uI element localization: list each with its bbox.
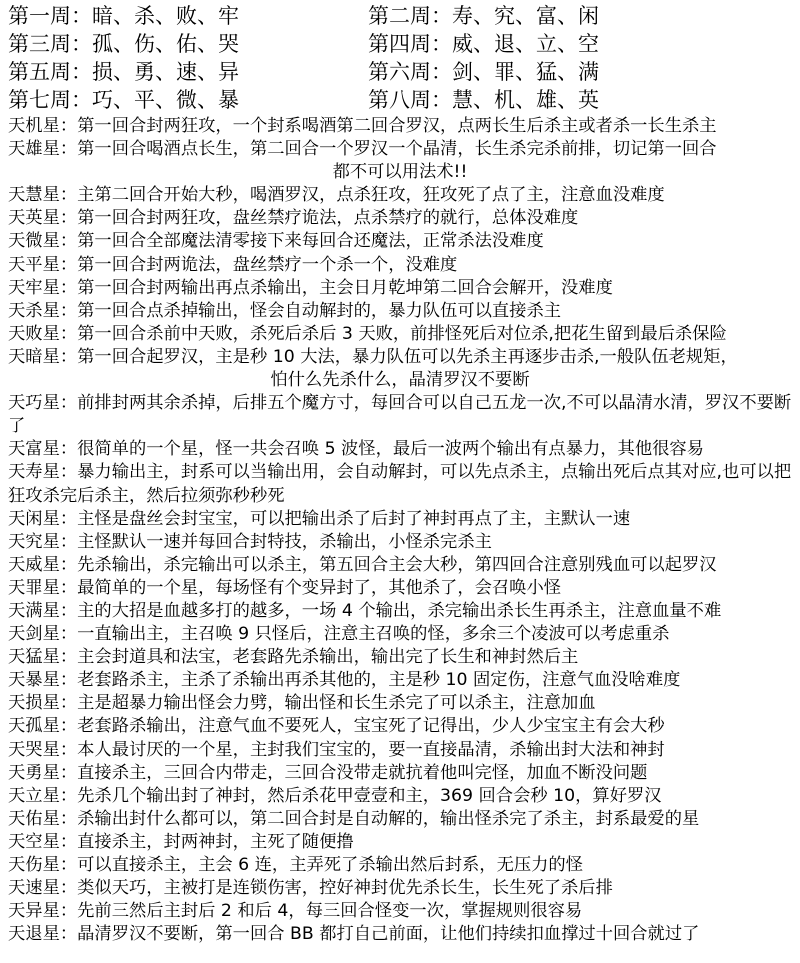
star-name: 天英星： <box>8 208 78 229</box>
week-stars: 损、勇、速、异 <box>92 60 239 84</box>
star-strategy: 老套路杀输出，注意气血不要死人，宝宝死了记得出，少人少宝宝主有会大秒 <box>77 716 665 737</box>
star-strategy: 主会封道具和法宝，老套路先杀输出，输出完了长生和神封然后主 <box>77 647 579 668</box>
star-strategy: 第一回合封两输出再点杀输出，主会日月乾坤第二回合会解开，没难度 <box>77 277 613 298</box>
star-name: 天猛星： <box>8 647 78 668</box>
star-entry <box>8 531 792 554</box>
week-stars: 剑、罪、猛、满 <box>452 60 599 84</box>
star-entry <box>8 300 792 323</box>
star-strategy: 第一回合喝酒点长生，第二回合一个罗汉一个晶清，长生杀完杀前排，切记第一回合 <box>77 139 717 160</box>
star-name: 天究星： <box>8 531 78 552</box>
star-entry <box>8 646 792 669</box>
star-name: 天寿星： <box>8 462 78 483</box>
star-strategy: 暴力输出主，封系可以当输出用，会自动解封，可以先点杀主，点输出死后点其对应,也可以把狂攻杀完后杀主，然后拉须弥秒秒死 <box>8 462 792 506</box>
star-strategy: 先杀输出，杀完输出可以杀主，第五回合主会大秒，第四回合注意别残血可以起罗汉 <box>77 554 717 575</box>
star-name: 天慧星： <box>8 185 78 206</box>
star-entry <box>8 831 792 854</box>
week-stars: 慧、机、雄、英 <box>452 88 599 112</box>
star-strategy: 先杀几个输出封了神封，然后杀花甲壹壹和主，369 回合会秒 10，算好罗汉 <box>77 785 662 806</box>
star-strategy: 很简单的一个星，怪一共会召唤 5 波怪，最后一波两个输出有点暴力，其他很容易 <box>77 439 704 460</box>
week-6 <box>368 58 728 86</box>
star-strategy: 老套路杀主，主杀了杀输出再杀其他的，主是秒 10 固定伤，注意气血没啥难度 <box>77 670 681 691</box>
week-label: 第三周： <box>8 32 92 56</box>
star-entry <box>8 184 792 207</box>
star-name: 天勇星： <box>8 762 78 783</box>
star-name: 天平星： <box>8 254 78 275</box>
week-3 <box>8 30 368 58</box>
star-name: 天暗星： <box>8 346 78 367</box>
star-entry <box>8 877 792 900</box>
star-entry <box>8 230 792 253</box>
week-label: 第二周： <box>368 4 452 28</box>
star-entry <box>8 554 792 577</box>
week-stars: 寿、究、富、闲 <box>452 4 599 28</box>
week-8 <box>368 86 728 114</box>
star-name: 天微星： <box>8 231 78 252</box>
week-stars: 孤、伤、佑、哭 <box>92 32 239 56</box>
star-name: 天空星： <box>8 831 78 852</box>
star-strategy: 第一回合封两诡法，盘丝禁疗一个杀一个，没难度 <box>77 254 458 275</box>
star-strategy-continued: 怕什么先杀什么，晶清罗汉不要断 <box>270 370 530 391</box>
star-entry <box>8 115 792 138</box>
star-entry <box>8 508 792 531</box>
week-schedule <box>8 2 792 114</box>
star-entry <box>8 323 792 346</box>
star-entry <box>8 392 792 438</box>
star-strategy: 可以直接杀主，主会 6 连，主弄死了杀输出然后封系，无压力的怪 <box>77 855 583 875</box>
star-strategy: 本人最讨厌的一个星，主封我们宝宝的，要一直接晶清，杀输出封大法和神封 <box>77 739 665 760</box>
week-5 <box>8 58 368 86</box>
star-strategy: 第一回合点杀掉输出，怪会自动解封的，暴力队伍可以直接杀主 <box>77 300 562 321</box>
star-name: 天富星： <box>8 439 78 460</box>
week-stars: 巧、平、微、暴 <box>92 88 239 112</box>
week-label: 第六周： <box>368 60 452 84</box>
star-entry <box>8 600 792 623</box>
star-strategy: 一直输出主，主召唤 9 只怪后，注意主召唤的怪，多余三个凌波可以考虑重杀 <box>77 624 670 645</box>
star-name: 天雄星： <box>8 139 78 160</box>
star-entry <box>8 808 792 831</box>
star-entry <box>8 692 792 715</box>
week-label: 第一周： <box>8 4 92 28</box>
star-entry <box>8 900 792 923</box>
star-strategy: 先前三然后主封后 2 和后 4，每三回合怪变一次，掌握规则很容易 <box>77 901 583 922</box>
star-name: 天损星： <box>8 693 78 714</box>
star-strategy: 主第二回合开始大秒，喝酒罗汉，点杀狂攻，狂攻死了点了主，注意血没难度 <box>77 185 665 206</box>
star-strategy: 第一回合封两狂攻，盘丝禁疗诡法，点杀禁疗的就行，总体没难度 <box>77 208 579 229</box>
star-strategy: 第一回合起罗汉，主是秒 10 大法，暴力队伍可以先杀主再逐步击杀,一般队伍老规矩， <box>77 346 738 367</box>
star-entry <box>8 138 792 184</box>
star-name: 天满星： <box>8 600 78 621</box>
star-entry <box>8 346 792 392</box>
week-label: 第四周： <box>368 32 452 56</box>
star-strategy: 主的大招是血越多打的越多，一场 4 个输出，杀完输出杀长生再杀主，注意血量不难 <box>77 600 722 621</box>
week-2 <box>368 2 728 30</box>
week-stars: 威、退、立、空 <box>452 32 599 56</box>
star-name: 天孤星： <box>8 716 78 737</box>
star-entry <box>8 438 792 461</box>
star-entry <box>8 577 792 600</box>
star-entry <box>8 715 792 738</box>
star-entry <box>8 461 792 507</box>
star-strategy: 晶清罗汉不要断，第一回合 BB 都打自己前面，让他们持续扣血撑过十回合就过了 <box>77 924 700 945</box>
star-strategy: 直接杀主，三回合内带走，三回合没带走就抗着他叫完怪，加血不断没问题 <box>77 762 648 783</box>
star-strategy: 前排封两其余杀掉，后排五个魔方寸，每回合可以自己五龙一次,不可以晶清水清，罗汉不要断了 <box>8 393 792 437</box>
star-strategy: 主是超暴力输出怪会力劈，输出怪和长生杀完了可以杀主，注意加血 <box>77 693 596 714</box>
star-strategy: 直接杀主，封两神封，主死了随便撸 <box>77 831 354 852</box>
star-entry <box>8 762 792 785</box>
week-stars: 暗、杀、败、牢 <box>92 4 239 28</box>
star-name: 天异星： <box>8 901 78 922</box>
star-name: 天闲星： <box>8 508 78 529</box>
star-entry <box>8 207 792 230</box>
star-name: 天退星： <box>8 924 78 945</box>
star-name: 天巧星： <box>8 393 78 414</box>
week-7 <box>8 86 368 114</box>
star-name: 天佑星： <box>8 808 78 829</box>
week-label: 第五周： <box>8 60 92 84</box>
star-strategy: 第一回合杀前中天败，杀死后杀后 3 天败，前排怪死后对位杀,把花生留到最后杀保险 <box>77 323 727 344</box>
star-name: 天败星： <box>8 323 78 344</box>
star-strategy: 第一回合全部魔法清零接下来每回合还魔法，正常杀法没难度 <box>77 231 544 252</box>
week-4 <box>368 30 728 58</box>
week-label: 第八周： <box>368 88 452 112</box>
star-name: 天哭星： <box>8 739 78 760</box>
star-entry <box>8 785 792 808</box>
star-entry <box>8 923 792 946</box>
week-label: 第七周： <box>8 88 92 112</box>
star-name: 天立星： <box>8 785 78 806</box>
star-strategy: 主怪默认一速并每回合封特技，杀输出，小怪杀完杀主 <box>77 531 492 552</box>
star-name: 天剑星： <box>8 624 78 645</box>
star-entry <box>8 623 792 646</box>
star-name: 天暴星： <box>8 670 78 691</box>
star-strategy: 类似天巧，主被打是连锁伤害，控好神封优先杀长生，长生死了杀后排 <box>77 878 613 899</box>
star-entry <box>8 254 792 277</box>
star-strategy: 最简单的一个星，每场怪有个变异封了，其他杀了，会召唤小怪 <box>77 577 562 598</box>
star-entry <box>8 277 792 300</box>
star-name: 天伤星： <box>8 855 78 875</box>
star-entry <box>8 739 792 762</box>
week-1 <box>8 2 368 30</box>
star-name: 天机星： <box>8 116 78 136</box>
star-name: 天速星： <box>8 878 78 899</box>
star-strategy: 杀输出封什么都可以，第二回合封是自动解的，输出怪杀完了杀主，封系最爱的星 <box>77 808 700 829</box>
star-strategy-list <box>8 115 792 946</box>
star-strategy-continued: 都不可以用法术!! <box>332 162 468 183</box>
star-name: 天杀星： <box>8 300 78 321</box>
star-strategy: 主怪是盘丝会封宝宝，可以把输出杀了后封了神封再点了主，主默认一速 <box>77 508 631 529</box>
star-entry <box>8 854 792 877</box>
star-name: 天牢星： <box>8 277 78 298</box>
star-name: 天威星： <box>8 554 78 575</box>
star-strategy: 第一回合封两狂攻，一个封系喝酒第二回合罗汉，点两长生后杀主或者杀一长生杀主 <box>77 116 717 136</box>
star-entry <box>8 669 792 692</box>
star-name: 天罪星： <box>8 577 78 598</box>
